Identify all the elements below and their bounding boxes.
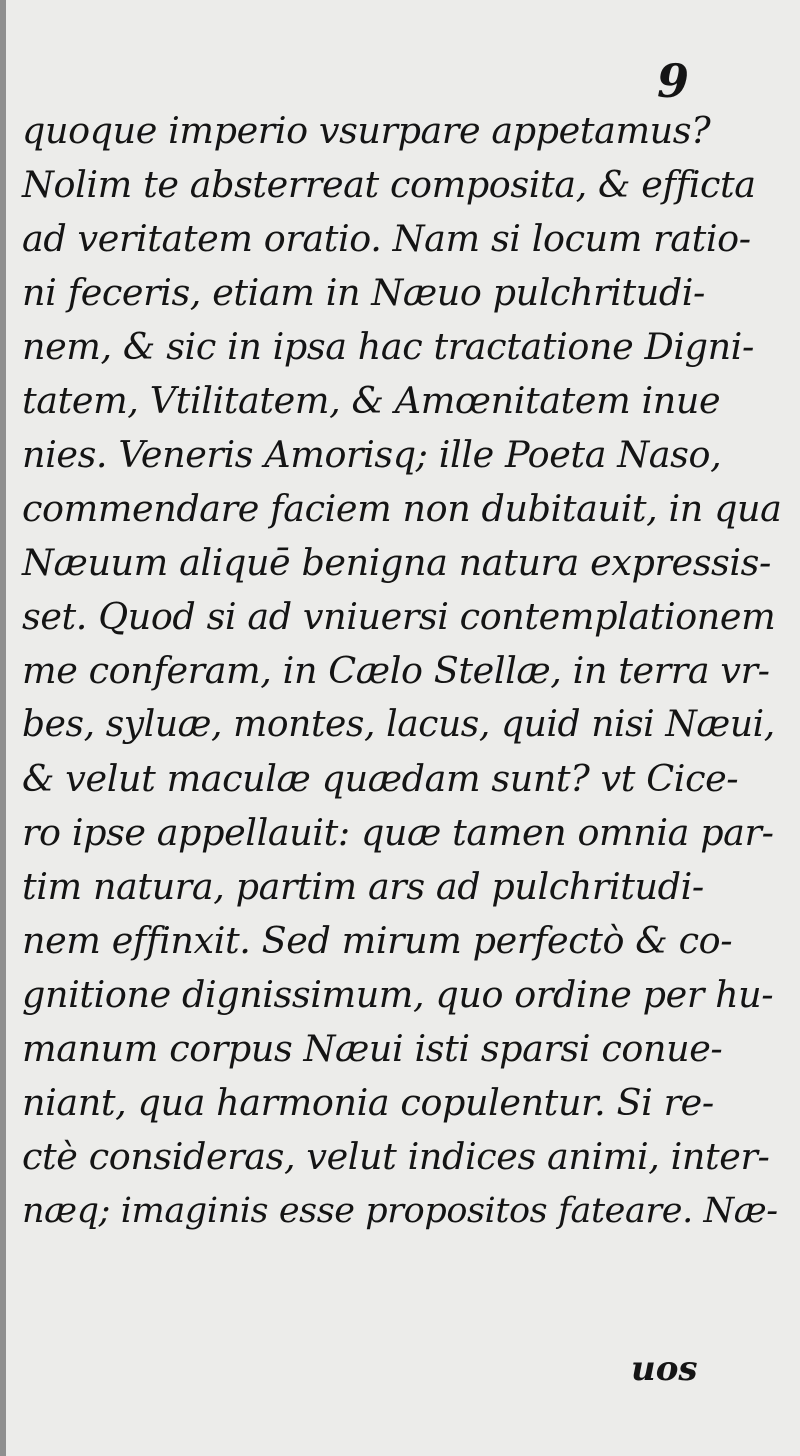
text-line: & velut maculæ quædam sunt? vt Cice- bbox=[22, 757, 739, 800]
text-line: manum corpus Næui isti sparsi conue- bbox=[22, 1027, 723, 1070]
text-line: nies. Veneris Amorisq; ille Poeta Naso, bbox=[22, 433, 722, 476]
text-line: tim natura, partim ars ad pulchritudi- bbox=[22, 865, 704, 908]
text-line: ro ipse appellauit: quæ tamen omnia par- bbox=[22, 811, 774, 854]
text-line: niant, qua harmonia copulentur. Si re- bbox=[22, 1081, 714, 1124]
text-line: ctè consideras, velut indices animi, inter- bbox=[22, 1135, 770, 1178]
text-line: ni feceris, etiam in Næuo pulchritudi- bbox=[22, 271, 705, 314]
text-line: Nolim te absterreat composita, & efficta bbox=[22, 163, 756, 206]
text-line: commendare faciem non dubitauit, in qua bbox=[22, 487, 782, 530]
text-line: nem, & sic in ipsa hac tractatione Digni- bbox=[22, 325, 754, 368]
text-line: bes, syluæ, montes, lacus, quid nisi Næui, bbox=[22, 704, 775, 745]
text-line: quoque imperio vsurpare appetamus? bbox=[22, 109, 711, 152]
page-number: 9 bbox=[657, 54, 690, 108]
text-line: gnitione dignissimum, quo ordine per hu- bbox=[22, 973, 774, 1016]
text-line: næq; imaginis esse propositos fateare. Næ- bbox=[22, 1191, 778, 1231]
text-line: nem effinxit. Sed mirum perfectò & co- bbox=[22, 919, 733, 962]
body-text bbox=[22, 104, 782, 1238]
text-line: set. Quod si ad vniuersi contemplationem bbox=[22, 595, 776, 638]
catchword: uos bbox=[631, 1349, 698, 1389]
text-line: tatem, Vtilitatem, & Amœnitatem inue bbox=[22, 379, 721, 422]
text-line: ad veritatem oratio. Nam si locum ratio- bbox=[22, 217, 751, 260]
text-line: Næuum aliquē benigna natura expressis- bbox=[22, 541, 771, 584]
text-line: me conferam, in Cælo Stellæ, in terra vr- bbox=[22, 649, 770, 692]
page-binding-edge bbox=[0, 0, 6, 1456]
